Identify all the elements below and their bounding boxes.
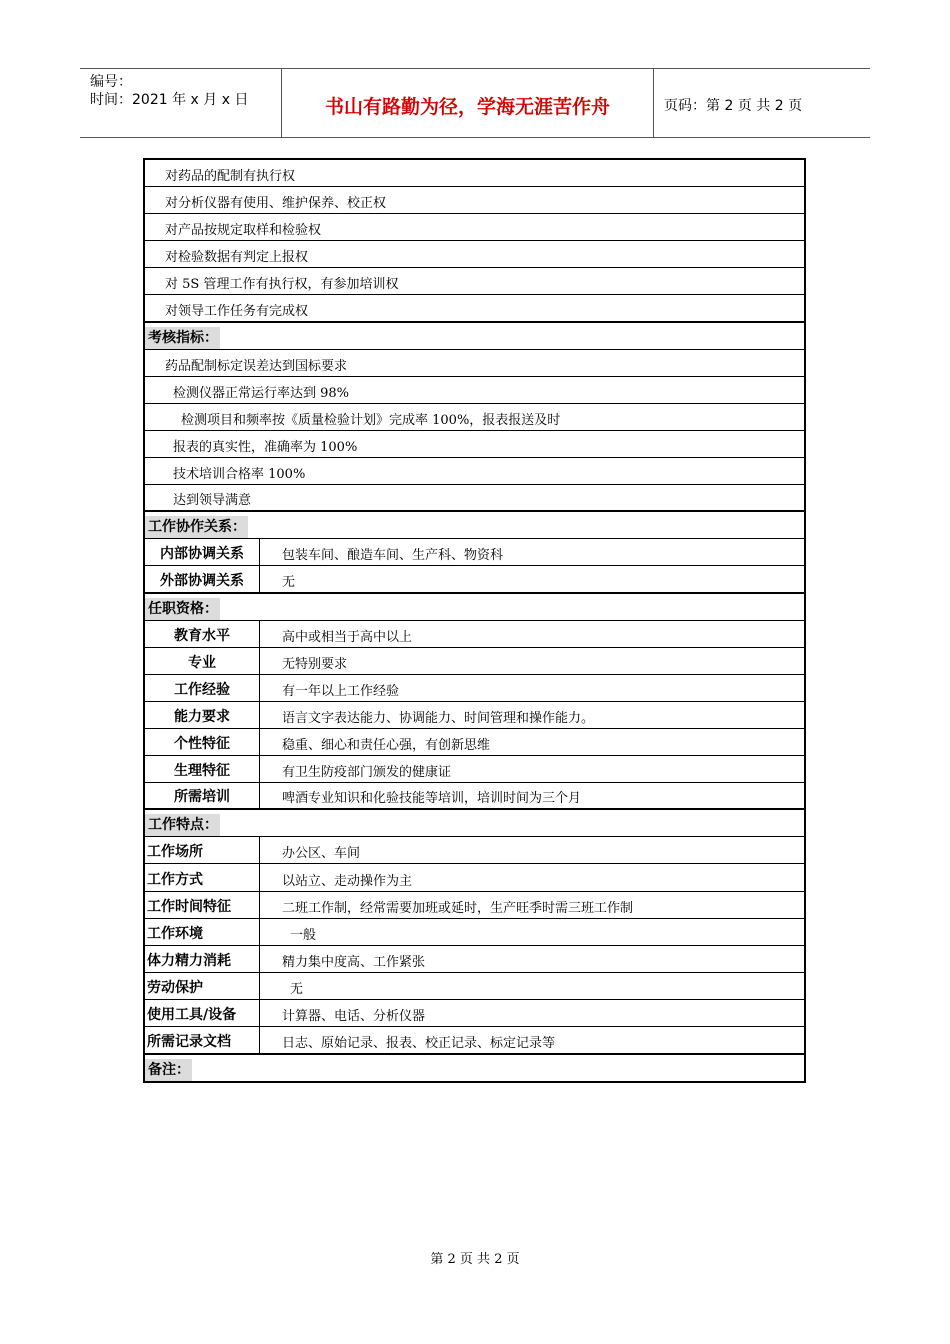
table-row <box>145 973 804 1000</box>
page-footer: 第 2 页 共 2 页 <box>430 1252 520 1267</box>
page-number: 页码：第 2 页 共 2 页 <box>664 98 803 114</box>
table-row <box>145 1027 804 1054</box>
row-value: 无 <box>282 574 296 590</box>
row-label: 专业 <box>145 648 260 674</box>
row-label: 所需记录文档 <box>145 1027 260 1053</box>
row-value: 有卫生防疫部门颁发的健康证 <box>282 765 452 781</box>
row-value: 包装车间、酿造车间、生产科、物资科 <box>282 548 504 564</box>
right-item: 对分析仪器有使用、维护保养、校正权 <box>165 196 387 212</box>
row-value: 无 <box>290 981 304 997</box>
row-value: 日志、原始记录、报表、校正记录、标定记录等 <box>282 1036 556 1052</box>
row-value: 语言文字表达能力、协调能力、时间管理和操作能力。 <box>282 710 595 726</box>
table-row <box>145 377 804 404</box>
table-row <box>145 1000 804 1027</box>
table-row <box>145 539 804 566</box>
row-value: 二班工作制，经常需要加班或延时，生产旺季时需三班工作制 <box>282 900 634 916</box>
table-row <box>145 621 804 648</box>
time-label: 时间：2021 年 x 月 x 日 <box>90 92 249 108</box>
section-header-relations <box>145 512 804 539</box>
kpi-item: 药品配制标定误差达到国标要求 <box>165 358 348 374</box>
row-value: 办公区、车间 <box>282 846 361 862</box>
table-row <box>145 702 804 729</box>
table-row <box>145 160 804 187</box>
row-label: 能力要求 <box>145 702 260 728</box>
table-row <box>145 837 804 864</box>
table-row <box>145 783 804 810</box>
table-row <box>145 946 804 973</box>
section-title: 任职资格： <box>145 598 220 620</box>
row-label: 体力精力消耗 <box>145 946 260 972</box>
table-row <box>145 458 804 485</box>
section-title: 工作协作关系： <box>145 516 248 538</box>
header-meta <box>80 69 282 137</box>
kpi-item: 技术培训合格率 100% <box>173 467 306 483</box>
table-row <box>145 350 804 377</box>
row-label: 个性特征 <box>145 729 260 755</box>
kpi-item: 报表的真实性，准确率为 100% <box>173 440 358 456</box>
row-value: 高中或相当于高中以上 <box>282 629 413 645</box>
section-header-qualifications <box>145 594 804 621</box>
remarks-row <box>145 1054 804 1081</box>
row-label: 内部协调关系 <box>145 539 260 565</box>
row-value: 无特别要求 <box>282 656 348 672</box>
table-row <box>145 241 804 268</box>
row-value: 稳重、细心和责任心强，有创新思维 <box>282 738 491 754</box>
row-label: 劳动保护 <box>145 973 260 999</box>
table-row <box>145 295 804 322</box>
kpi-item: 达到领导满意 <box>173 493 252 509</box>
row-label: 工作经验 <box>145 675 260 701</box>
row-value: 啤酒专业知识和化验技能等培训，培训时间为三个月 <box>282 791 582 807</box>
row-label: 所需培训 <box>145 783 260 808</box>
right-item: 对领导工作任务有完成权 <box>165 303 309 319</box>
section-header-kpi <box>145 323 804 350</box>
number-label: 编号： <box>90 74 132 90</box>
row-label: 工作时间特征 <box>145 892 260 918</box>
row-label: 工作方式 <box>145 864 260 890</box>
table-row <box>145 485 804 512</box>
section-title: 考核指标： <box>145 327 220 349</box>
row-value: 精力集中度高、工作紧张 <box>282 954 426 970</box>
row-label: 外部协调关系 <box>145 566 260 591</box>
section-title: 工作特点： <box>145 814 220 836</box>
table-row <box>145 648 804 675</box>
row-label: 教育水平 <box>145 621 260 647</box>
right-item: 对检验数据有判定上报权 <box>165 250 309 266</box>
table-row <box>145 431 804 458</box>
right-item: 对药品的配制有执行权 <box>165 169 296 185</box>
table-row <box>145 729 804 756</box>
remarks-label: 备注： <box>145 1059 192 1081</box>
right-item: 对 5S 管理工作有执行权，有参加培训权 <box>165 277 399 293</box>
section-header-features <box>145 810 804 837</box>
table-row <box>145 919 804 946</box>
table-row <box>145 187 804 214</box>
row-label: 生理特征 <box>145 756 260 782</box>
kpi-item: 检测仪器正常运行率达到 98% <box>173 385 350 401</box>
table-row <box>145 864 804 891</box>
row-label: 使用工具/设备 <box>145 1000 260 1026</box>
page-header <box>80 68 870 138</box>
table-row <box>145 214 804 241</box>
table-row <box>145 675 804 702</box>
row-value: 以站立、走动操作为主 <box>282 873 413 889</box>
table-row <box>145 566 804 593</box>
table-row <box>145 756 804 783</box>
table-row <box>145 892 804 919</box>
row-value: 有一年以上工作经验 <box>282 683 400 699</box>
row-label: 工作环境 <box>145 919 260 945</box>
table-row <box>145 404 804 431</box>
row-value: 计算器、电话、分析仪器 <box>282 1009 426 1024</box>
row-value: 一般 <box>290 927 317 943</box>
job-description-table <box>143 158 806 1083</box>
header-motto: 书山有路勤为径，学海无涯苦作舟 <box>282 69 654 137</box>
table-row <box>145 268 804 295</box>
kpi-item: 检测项目和频率按《质量检验计划》完成率 100%，报表报送及时 <box>181 412 561 428</box>
row-label: 工作场所 <box>145 837 260 863</box>
right-item: 对产品按规定取样和检验权 <box>165 223 322 239</box>
